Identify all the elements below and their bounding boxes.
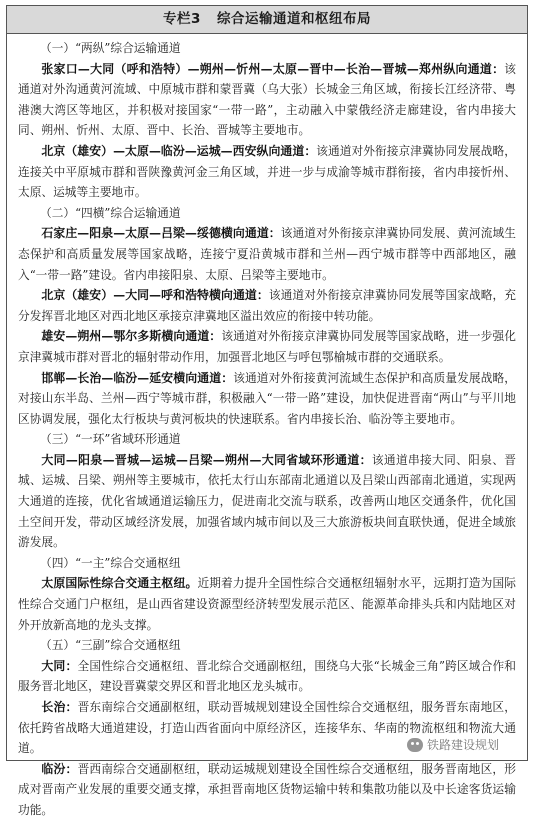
paragraph-body: 该通道对外沟通黄河流域、中原城市群和蒙晋冀（乌大张）长城金三角区域，衔接长江经济带、粤港澳大湾区等地区，并积极对接国家“一带一路”，主动融入中蒙俄经济走廊建设，省内串接大同、朔州、忻州、太原、晋中、长治、晋城等主要地市。: [18, 61, 516, 138]
paragraph-body: 该通道串接大同、阳泉、晋城、运城、吕梁、朔州等主要城市，依托太行山东部南北通道以及吕梁山西部南北通道，实现两大通道的连接，优化省域通道运输压力，促进南北交流与联系，改善两山地区交通条件，优化国土空间开发，带动区域经济发展，加强省域内城市间以及三大旅游板块间直联快通，促进全域旅游发展。: [18, 452, 516, 550]
paragraph-body: 晋西南综合交通副枢纽，联动运城规划建设全国性综合交通枢纽，服务晋南地区，形成对晋南产业发展的重要交通支撑，承担晋南地区货物运输中转和集散功能以及中长途客货运输功能。: [18, 761, 516, 817]
column-header: [7, 6, 527, 34]
paragraph: [18, 368, 516, 430]
paragraph-lead: 北京（雄安）—大同—呼和浩特横向通道：: [41, 288, 269, 303]
paragraph-lead: 雄安—朔州—鄂尔多斯横向通道：: [41, 329, 222, 344]
paragraph-body: 该通道对外衔接京津冀协同发展等国家战略，进一步强化京津冀城市群对晋北的辐射带动作用，加强晋北地区与呼包鄂榆城市群的交通联系。: [18, 329, 516, 364]
paragraph-body: 近期着力提升全国性综合交通枢纽辐射水平，远期打造为国际性综合交通门户枢纽，是山西省建设资源型经济转型发展示范区、能源革命排头兵和内陆地区对外开放新高地的龙头支撑。: [18, 576, 516, 632]
paragraph-body: 晋东南综合交通副枢纽，联动晋城规划建设全国性综合交通枢纽，服务晋东南地区，依托跨省战略大通道建设，打造山西省面向中原经济区，连接华东、华南的物流枢纽和物流大通道。: [18, 700, 516, 756]
paragraph-body: 该通道对外衔接京津冀协同发展、黄河流域生态保护和高质量发展等国家战略，连接宁夏沿黄城市群和兰州—西宁城市群等中西部地区，融入“一带一路”建设。省内串接阳泉、太原、吕梁等主要地市。: [18, 226, 516, 282]
paragraph: [18, 326, 516, 367]
paragraph-lead: 太原国际性综合交通主枢纽。: [41, 576, 198, 591]
section-heading: （二）“四横”综合运输通道: [40, 205, 181, 220]
column-label: 专栏3: [163, 11, 201, 27]
paragraph-body: 全国性综合交通枢纽、晋北综合交通副枢纽，围绕乌大张“长城金三角”跨区域合作和服务晋北地区，建设晋冀蒙交界区和晋北地区龙头城市。: [18, 658, 516, 694]
paragraph-lead: 北京（雄安）—太原—临汾—运城—西安纵向通道：: [41, 143, 317, 158]
paragraph-body: 该通道对外衔接京津冀协同发展战略，连接关中平原城市群和晋陕豫黄河金三角区域，并进一步与成渝等城市群衔接，省内串接忻州、太原、运城等主要地市。: [18, 143, 516, 200]
paragraph-lead: 大同—阳泉—晋城—运城—吕梁—朔州—大同省域环形通道：: [41, 452, 372, 467]
paragraph: [18, 141, 516, 203]
paragraph-lead: 张家口—大同（呼和浩特）—朔州—忻州—太原—晋中—长治—晋城—郑州纵向通道：: [41, 61, 505, 76]
paragraph-lead: 长治：: [41, 700, 78, 714]
paragraph-lead: 石家庄—阳泉—太原—吕梁—绥德横向通道：: [41, 226, 281, 241]
section-heading: （四）“一主”综合交通枢纽: [40, 555, 181, 570]
section-heading: （一）“两纵”综合运输通道: [40, 41, 181, 55]
section-heading: （三）“一环”省域环形通道: [40, 432, 181, 447]
paragraph-lead: 邯郸—长治—临汾—延安横向通道：: [41, 370, 234, 385]
paragraph: [18, 573, 516, 635]
column-title: 综合运输通道和枢纽布局: [216, 11, 371, 27]
paragraph: [18, 759, 516, 821]
paragraph: [18, 656, 516, 697]
paragraph-lead: 大同：: [41, 658, 78, 673]
watermark: [407, 735, 499, 755]
column-box: [6, 5, 528, 817]
paragraph: [18, 59, 516, 141]
watermark-text: 铁路建设规划: [427, 738, 500, 752]
paragraph: [18, 223, 516, 285]
wechat-icon: [407, 738, 423, 752]
paragraph-body: 该通道对外衔接黄河流域生态保护和高质量发展战略，对接山东半岛、兰州—西宁等城市群，积极融入“一带一路”建设，加快促进晋南“两山”与平川地区协调发展，强化太行板块与黄河板块的快速联系。省内串接长治、临汾等主要地市。: [18, 370, 516, 426]
paragraph: [18, 450, 516, 553]
section-heading: （五）“三副”综合交通枢纽: [40, 638, 181, 653]
paragraph-lead: 临汾：: [41, 761, 78, 776]
column-content: [7, 34, 527, 821]
paragraph: [18, 285, 516, 326]
paragraph-body: 该通道对外衔接京津冀协同发展等国家战略，充分发挥晋北地区对西北地区承接京津冀地区溢出效应的衔接中转功能。: [18, 288, 516, 323]
